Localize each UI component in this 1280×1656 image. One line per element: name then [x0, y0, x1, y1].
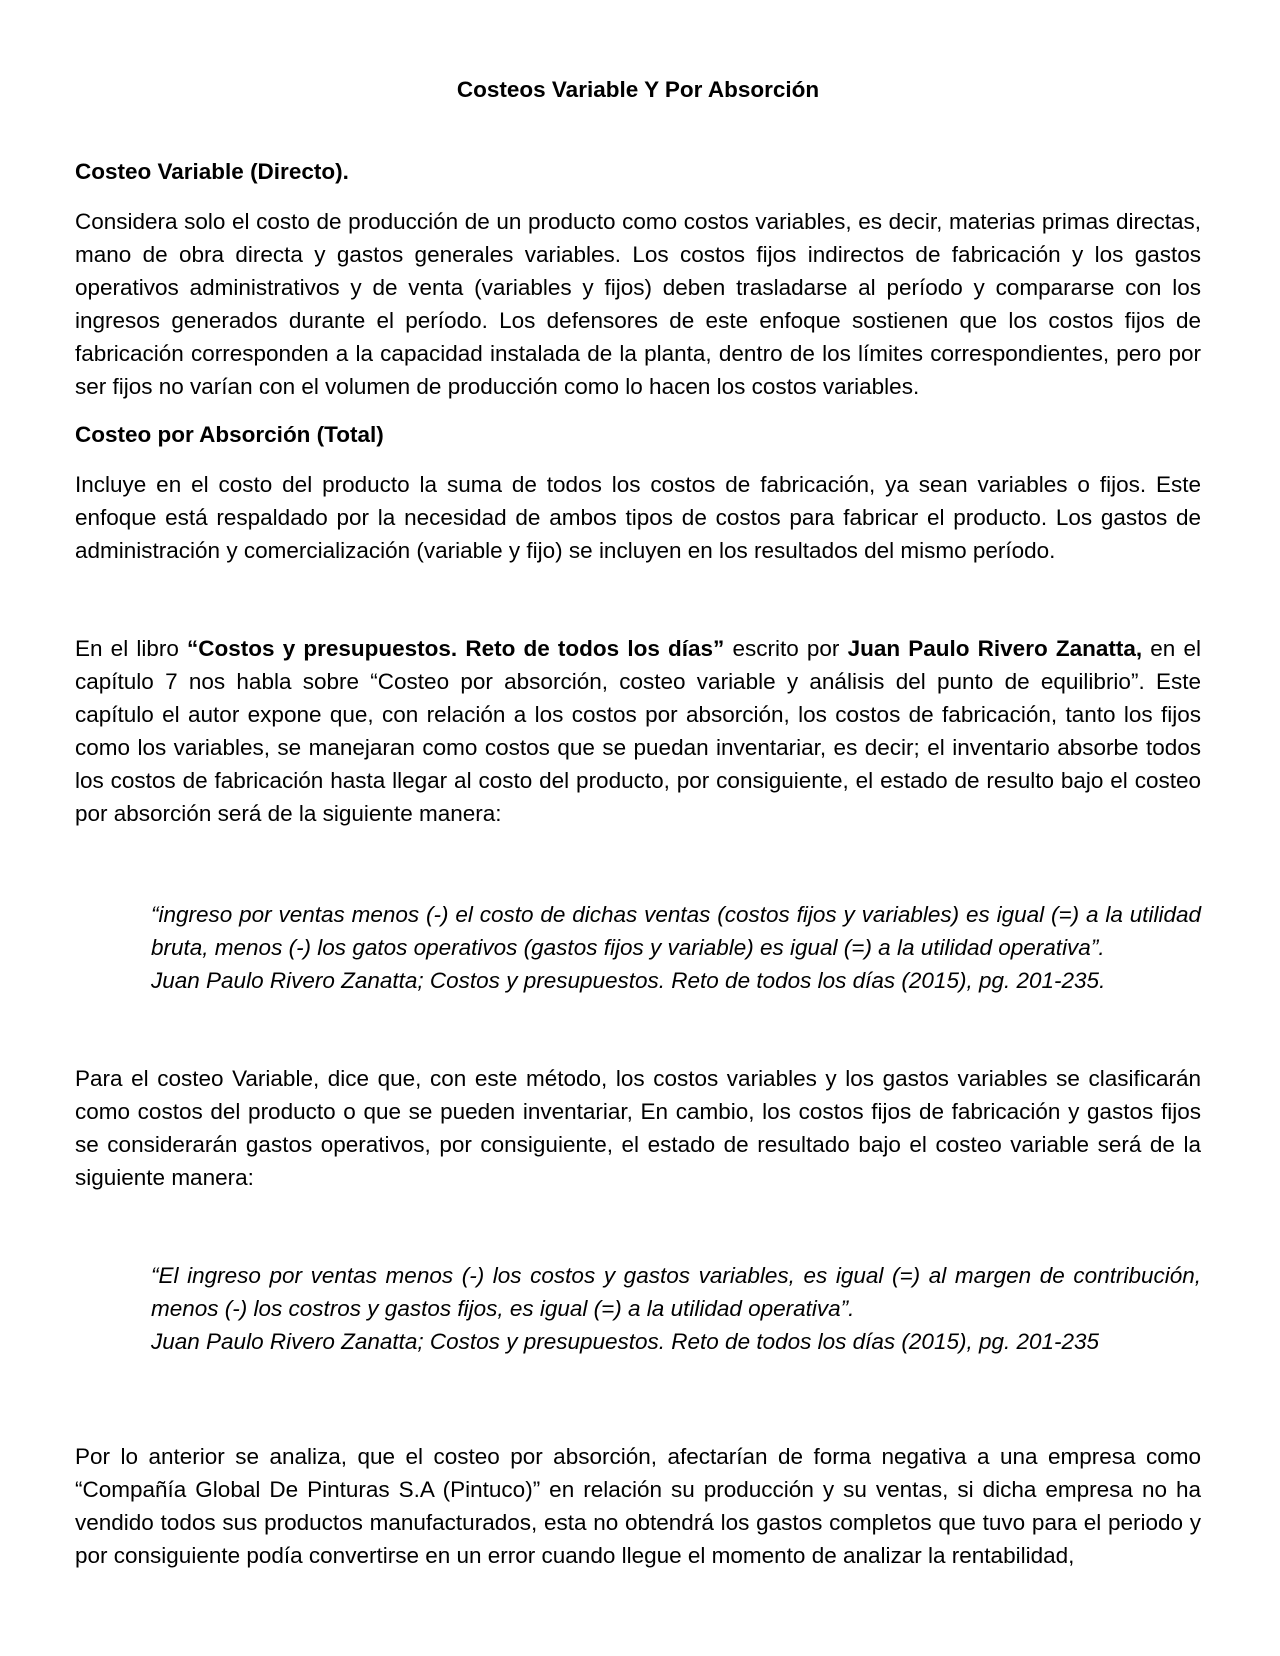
document-title: Costeos Variable Y Por Absorción	[456, 77, 820, 102]
paragraph-intro-text: En el libro	[75, 636, 188, 661]
section-heading-costeo-variable: Costeo Variable (Directo).	[75, 159, 349, 184]
paragraph-book-reference	[75, 632, 1201, 830]
quote-absorcion	[151, 898, 1201, 997]
author-name: Juan Paulo Rivero Zanatta,	[847, 636, 1143, 661]
paragraph-analysis: Por lo anterior se analiza, que el costeo por absorción, afectarían de forma negativa a una empresa como “Compañía Global De Pinturas S.A (Pintuco)” en relación su producción y su ventas, si dicha empresa no ha vendido todos sus productos manufacturados, esta no obtendrá los gastos completos que tuvo para el periodo y por consiguiente podía convertirse en un error cuando llegue el momento de analizar la rentabilidad,	[75, 1444, 1201, 1568]
paragraph-rest-text: en el capítulo 7 nos habla sobre “Costeo por absorción, costeo variable y análisis del punto de equilibrio”. Este capítulo el autor expone que, con relación a los costos por absorción, los costos de fabricación, tanto los fijos como los variables, se manejaran como costos que se puedan inventariar, es decir; el inventario absorbe todos los costos de fabricación hasta llegar al costo del producto, por consiguiente, el estado de resulto bajo el costeo por absorción será de la siguiente manera:	[75, 636, 1201, 826]
quote-variable-text: “El ingreso por ventas menos (-) los costos y gastos variables, es igual (=) al margen de contribución, menos (-) los costros y gastos fijos, es igual (=) a la utilidad operativa”.	[151, 1263, 1201, 1321]
quote-absorcion-text: “ingreso por ventas menos (-) el costo de dichas ventas (costos fijos y variables) es igual (=) a la utilidad bruta, menos (-) los gatos operativos (gastos fijos y variable) es igual (=) a la utilidad operativa”.	[151, 902, 1201, 960]
quote-absorcion-citation: Juan Paulo Rivero Zanatta; Costos y presupuestos. Reto de todos los días (2015), pg. 201-235.	[151, 968, 1106, 993]
quote-variable	[151, 1259, 1201, 1358]
book-title: “Costos y presupuestos. Reto de todos los días”	[187, 636, 725, 661]
section-heading-costeo-absorcion: Costeo por Absorción (Total)	[75, 422, 384, 447]
quote-variable-citation: Juan Paulo Rivero Zanatta; Costos y presupuestos. Reto de todos los días (2015), pg. 201-235	[151, 1329, 1100, 1354]
paragraph-costeo-variable: Considera solo el costo de producción de un producto como costos variables, es decir, materias primas directas, mano de obra directa y gastos generales variables. Los costos fijos indirectos de fabricación y los gastos operativos administrativos y de venta (variables y fijos) deben trasladarse al período y compararse con los ingresos generados durante el período. Los defensores de este enfoque sostienen que los costos fijos de fabricación corresponden a la capacidad instalada de la planta, dentro de los límites correspondientes, pero por ser fijos no varían con el volumen de producción como lo hacen los costos variables.	[75, 209, 1201, 399]
paragraph-costeo-absorcion: Incluye en el costo del producto la suma de todos los costos de fabricación, ya sean variables o fijos. Este enfoque está respaldado por la necesidad de ambos tipos de costos para fabricar el producto. Los gastos de administración y comercialización (variable y fijo) se incluyen en los resultados del mismo período.	[75, 472, 1201, 563]
paragraph-mid-text: escrito por	[724, 636, 848, 661]
paragraph-costeo-variable-method: Para el costeo Variable, dice que, con este método, los costos variables y los gastos variables se clasificarán como costos del producto o que se pueden inventariar, En cambio, los costos fijos de fabricación y gastos fijos se considerarán gastos operativos, por consiguiente, el estado de resultado bajo el costeo variable será de la siguiente manera:	[75, 1066, 1201, 1190]
